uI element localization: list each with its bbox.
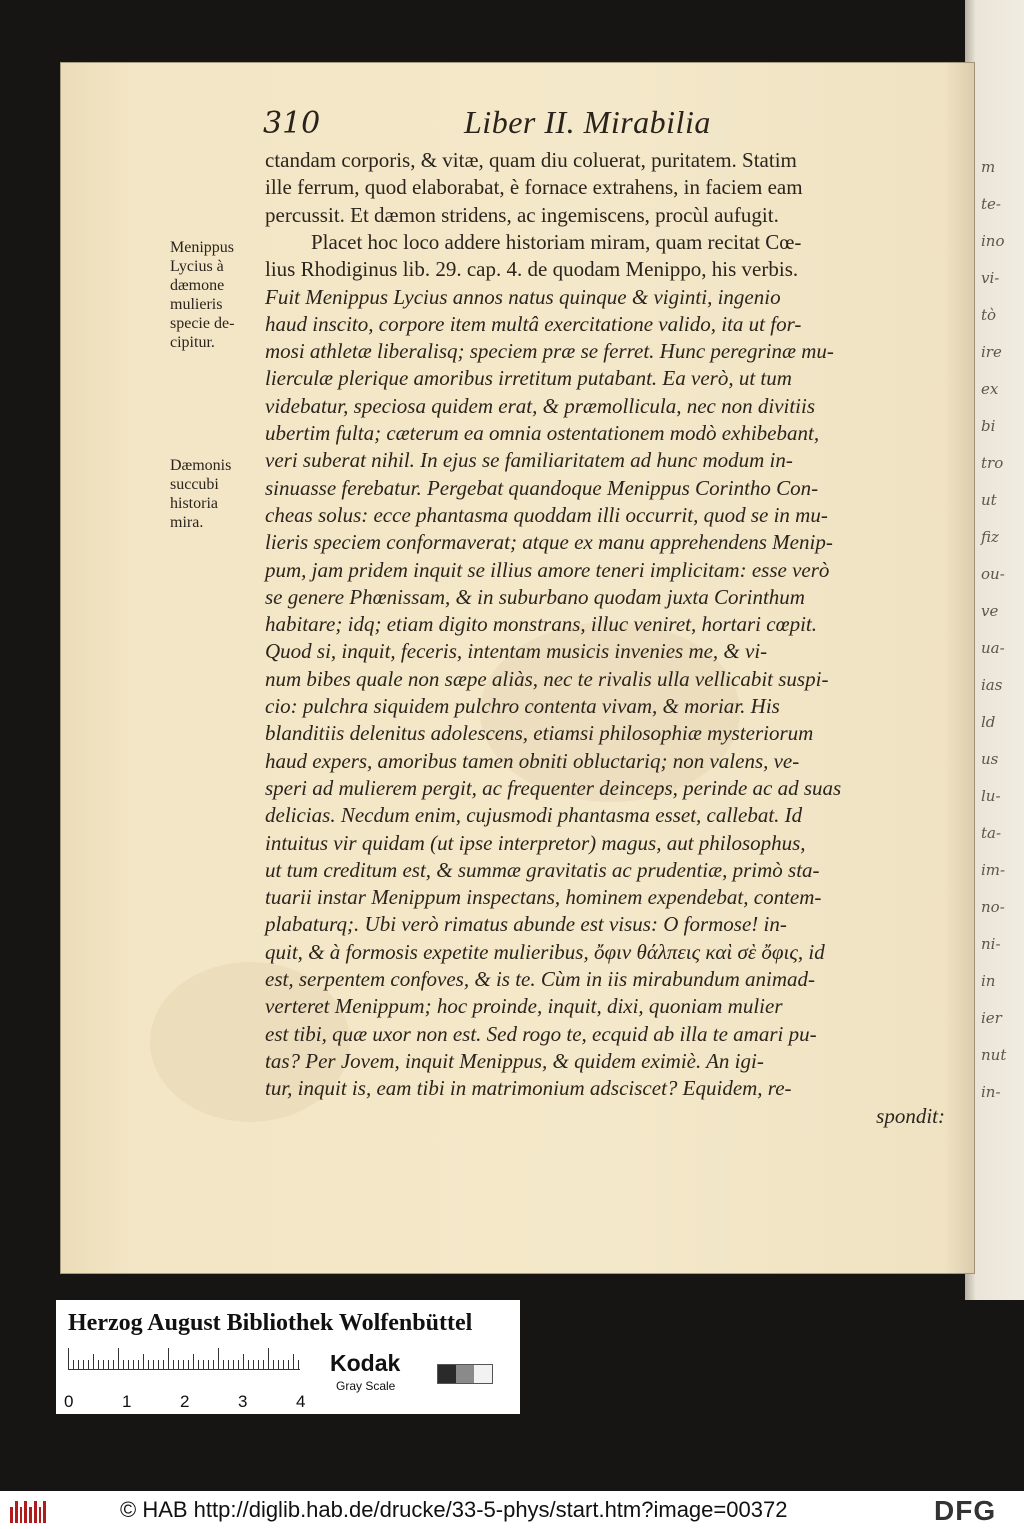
scale-card: [56, 1300, 520, 1414]
text-line: spondit:: [876, 1103, 945, 1128]
facing-page-fragment: ier: [981, 1009, 1002, 1027]
gray-swatch: [456, 1365, 474, 1383]
ruler-number: 3: [238, 1392, 248, 1411]
footer-bar: [0, 1491, 1024, 1529]
text-line: speri ad mulierem pergit, ac frequenter deinceps, perinde ac ad suas: [265, 775, 842, 800]
marginal-note-line: Lycius à: [170, 258, 224, 275]
text-line: num bibes quale non sæpe aliàs, nec te rivalis ulla vellicabit suspi-: [265, 666, 829, 691]
ruler: [68, 1352, 306, 1388]
page-number: 310: [263, 106, 321, 141]
logo-bar: [15, 1501, 18, 1523]
text-line: Fuit Menippus Lycius annos natus quinque & viginti, ingenio: [265, 284, 781, 309]
facing-page-fragment: ino: [981, 232, 1005, 250]
text-line: lius Rhodiginus lib. 29. cap. 4. de quodam Menippo, his verbis.: [265, 257, 799, 282]
text-line: haud inscito, corpore item multâ exercitatione valido, ita ut for-: [265, 311, 802, 336]
facing-page-fragment: ire: [981, 343, 1002, 361]
marginal-note-line: mulieris: [170, 296, 223, 313]
facing-page-fragment: lu-: [981, 787, 1001, 805]
facing-page-fragment: tro: [981, 454, 1004, 472]
text-line: tur, inquit is, eam tibi in matrimonium adsciscet? Equidem, re-: [265, 1076, 792, 1101]
book-page: [60, 62, 975, 1274]
text-line: est, serpentem confoves, & is te. Cùm in iis mirabundum animad-: [265, 967, 816, 991]
logo-bar: [43, 1501, 46, 1523]
text-line: lieris speciem conformaverat; atque ex manu apprehendens Menip-: [265, 530, 833, 555]
ruler-tick: [68, 1348, 69, 1370]
ruler-tick: [268, 1348, 269, 1370]
facing-page-fragment: vi-: [981, 269, 1000, 287]
text-line: quit, & à formosis expetite mulieribus, ὄφιν θάλπεις καὶ σὲ ὄφις, id: [265, 939, 825, 964]
facing-page-fragment: in: [981, 972, 996, 990]
marginal-note-line: historia: [170, 495, 218, 512]
text-line: blanditiis delenitus adolescens, etiamsi philosophiæ mysteriorum: [265, 721, 814, 746]
facing-page-fragment: no-: [981, 898, 1005, 916]
facing-page-fragment: te-: [981, 195, 1001, 213]
text-line: percussit. Et dæmon stridens, ac ingemiscens, procùl aufugit.: [265, 202, 779, 227]
hab-logo-icon: [10, 1501, 46, 1523]
footer-credit-link[interactable]: © HAB http://diglib.hab.de/drucke/33-5-phys/start.htm?image=00372: [120, 1497, 788, 1522]
gray-scale-swatches: [437, 1364, 493, 1384]
running-title: Liber II. Mirabilia: [464, 104, 711, 140]
marginal-note-line: specie de-: [170, 315, 235, 332]
text-line: pum, jam pridem inquit se illius amore teneri implicitam: esse verò: [265, 557, 830, 582]
marginal-note-line: dæmone: [170, 277, 225, 294]
text-line: haud expers, amoribus tamen obniti obluctariq; non valens, ve-: [265, 748, 800, 773]
text-line: verteret Menippum; hoc proinde, inquit, dixi, quoniam mulier: [265, 994, 783, 1019]
ruler-tick: [168, 1348, 169, 1370]
text-line: plabaturq;. Ubi verò rimatus abunde est visus: O formose! in-: [265, 912, 787, 937]
gray-swatch: [438, 1365, 456, 1383]
text-line: tuarii instar Menippum inspectans, hominem expendebat, contem-: [265, 885, 822, 910]
brand-logo: Kodak: [330, 1350, 401, 1376]
ruler-number: 2: [180, 1392, 190, 1411]
ruler-tick: [293, 1354, 294, 1370]
text-line: cheas solus: ecce phantasma quoddam illi occurrit, quod se in mu-: [265, 502, 828, 527]
ruler-tick: [193, 1354, 194, 1370]
facing-page-fragment: tò: [981, 306, 997, 324]
facing-page-fragment: fiz: [981, 528, 999, 546]
logo-bar: [24, 1501, 27, 1523]
text-line: videbatur, speciosa quidem erat, & præmollicula, nec non divitiis: [265, 393, 816, 418]
ruler-tick: [243, 1354, 244, 1370]
facing-page-fragment: us: [981, 750, 999, 768]
facing-page-fragment: bi: [981, 417, 996, 435]
text-line: mosi athletæ liberalisq; speciem præ se ferret. Hunc peregrinæ mu-: [265, 339, 834, 364]
marginal-note-line: Dæmonis: [170, 457, 232, 474]
text-line: lierculæ plerique amoribus irretitum putabant. Ea verò, ut tum: [265, 366, 792, 391]
text-line: veri suberat nihil. In ejus se familiaritatem ad hunc modum in-: [265, 448, 793, 473]
text-line: delicias. Necdum enim, cujusmodi phantasma esset, callebat. Id: [265, 803, 803, 828]
facing-page-fragment: ni-: [981, 935, 1001, 953]
logo-bar: [29, 1507, 32, 1523]
facing-page-fragment: ou-: [981, 565, 1005, 583]
text-line: habitare; idq; etiam digito monstrans, illuc veniret, hortari cœpit.: [265, 612, 817, 637]
logo-bar: [20, 1507, 23, 1523]
institution-name: Herzog August Bibliothek Wolfenbüttel: [68, 1310, 473, 1336]
text-line: ctandam corporis, & vitæ, quam diu coluerat, puritatem. Statim: [265, 148, 797, 172]
facing-page-fragment: ua-: [981, 639, 1005, 657]
facing-page-fragment: nut: [981, 1046, 1007, 1064]
facing-page-fragment: ta-: [981, 824, 1002, 842]
gray-swatch: [474, 1365, 492, 1383]
ruler-number: 4: [296, 1392, 306, 1411]
facing-page-fragment: ve: [981, 602, 999, 620]
ruler-number: 1: [122, 1392, 132, 1411]
logo-bar: [10, 1507, 13, 1523]
text-line: Placet hoc loco addere historiam miram, quam recitat Cœ-: [311, 229, 802, 254]
marginal-note-line: succubi: [170, 476, 219, 493]
marginal-note-line: mira.: [170, 514, 204, 531]
brand-subtitle: Gray Scale: [336, 1379, 396, 1393]
ruler-tick: [143, 1354, 144, 1370]
text-line: intuitus vir quidam (ut ipse interpretor) magus, aut philosophus,: [265, 830, 806, 855]
facing-page-fragment: im-: [981, 861, 1006, 879]
text-line: tas? Per Jovem, inquit Menippus, & quidem eximiè. An igi-: [265, 1048, 764, 1073]
logo-bar: [39, 1507, 42, 1523]
facing-page-fragment: m: [981, 158, 996, 176]
facing-page-fragment: ut: [981, 491, 997, 509]
facing-page-fragment: ld: [981, 713, 996, 731]
ruler-baseline: [68, 1369, 300, 1370]
text-line: se genere Phœnissam, & in suburbano quodam juxta Corinthum: [265, 584, 805, 609]
ruler-tick: [218, 1348, 219, 1370]
ruler-number: 0: [64, 1392, 74, 1411]
text-line: Quod si, inquit, feceris, intentam musicis invenies me, & vi-: [265, 639, 768, 664]
text-line: ubertim fulta; cæterum ea omnia ostentationem modò exhibebant,: [265, 421, 820, 445]
text-line: sinuasse ferebatur. Pergebat quandoque Menippus Corintho Con-: [265, 475, 819, 500]
text-line: cio: pulchra siquidem pulchro contenta vivam, & moriar. His: [265, 694, 780, 718]
marginal-note: [170, 456, 260, 532]
logo-bar: [34, 1501, 37, 1523]
facing-page-fragment: ex: [981, 380, 999, 398]
ruler-tick: [93, 1354, 94, 1370]
text-line: est tibi, quæ uxor non est. Sed rogo te, ecquid ab illa te amari pu-: [265, 1021, 817, 1046]
facing-page-fragment: in-: [981, 1083, 1001, 1101]
text-line: ut tum creditum est, & summæ gravitatis ac prudentiæ, primò sta-: [265, 857, 820, 882]
facing-page-fragment: ias: [981, 676, 1003, 694]
marginal-note: [170, 238, 260, 352]
ruler-tick: [118, 1348, 119, 1370]
marginal-note-line: cipitur.: [170, 334, 215, 351]
marginal-note-line: Menippus: [170, 239, 234, 256]
page-header: [60, 104, 975, 148]
text-line: ille ferrum, quod elaborabat, è fornace extrahens, in faciem eam: [265, 175, 803, 200]
dfg-logo: DFG: [934, 1495, 997, 1526]
